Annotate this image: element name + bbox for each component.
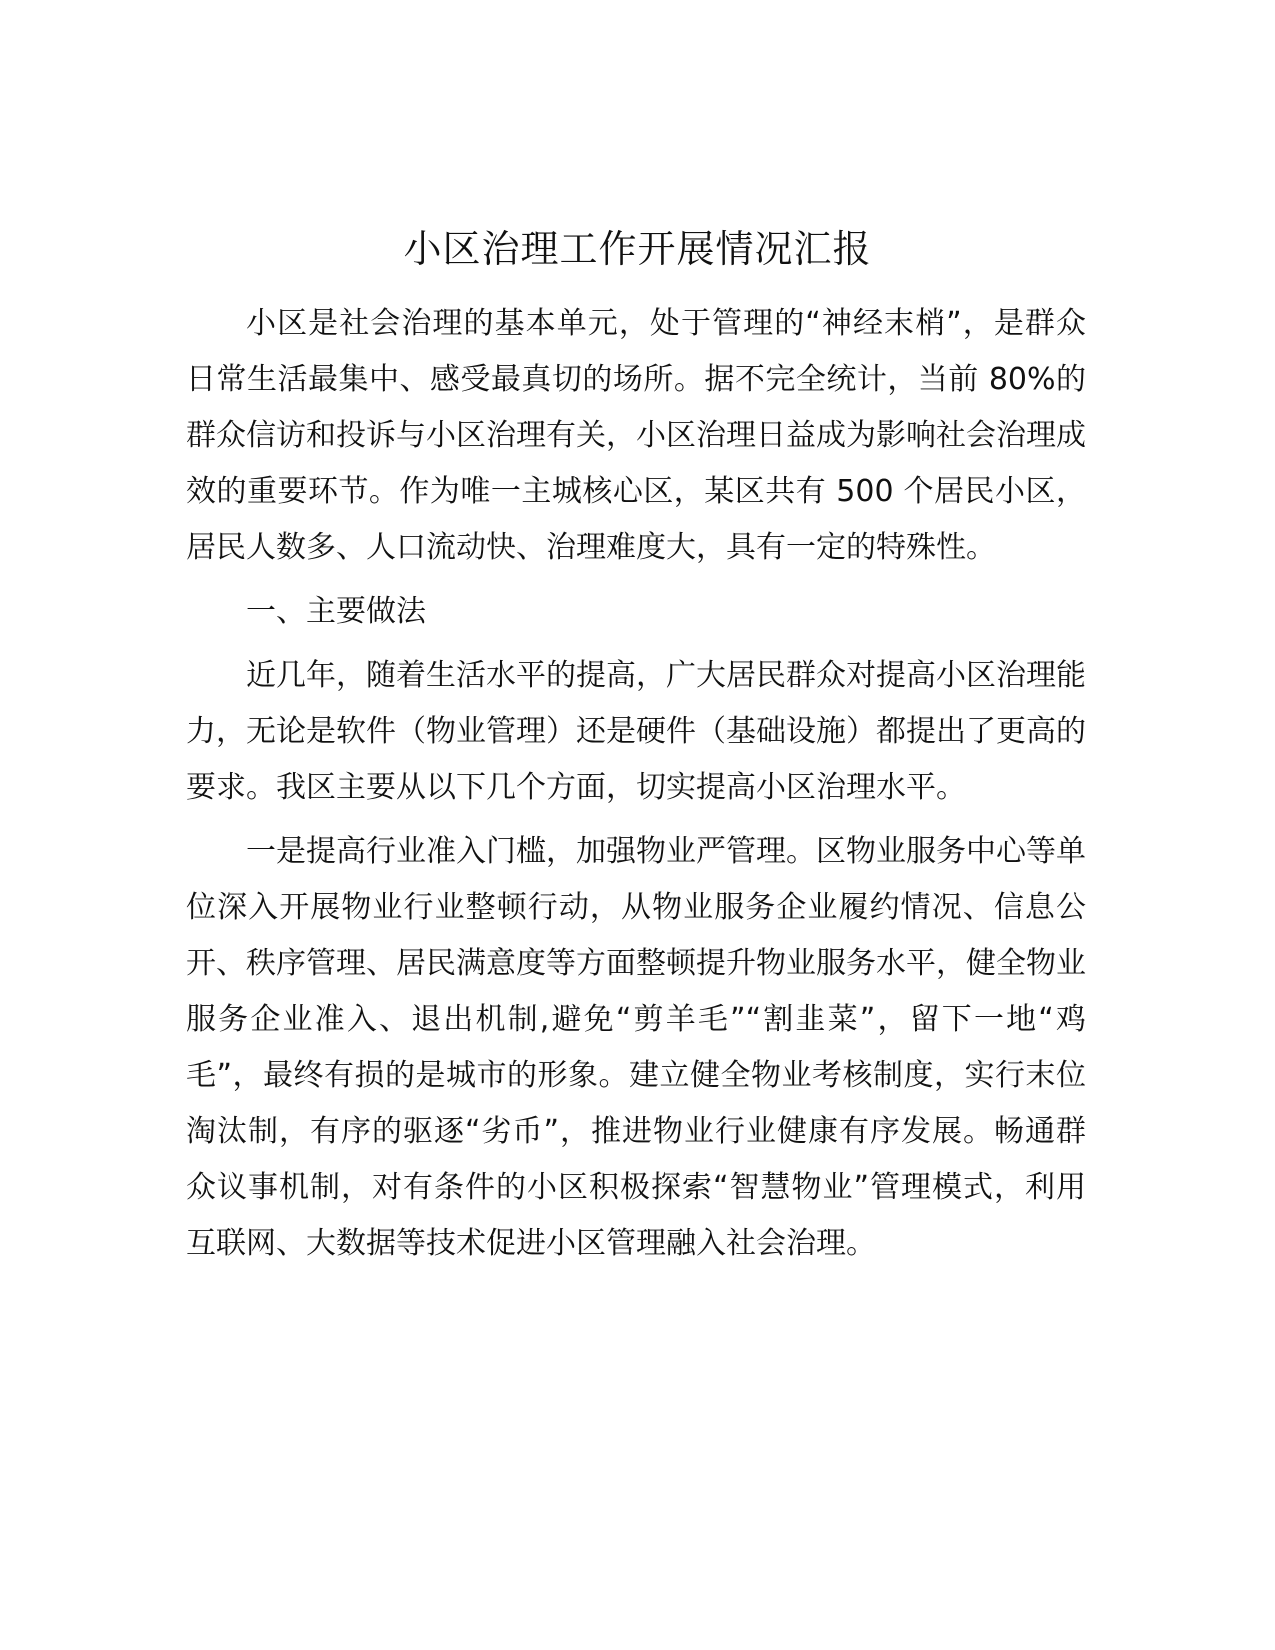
section-paragraph: 近几年，随着生活水平的提高，广大居民群众对提高小区治理能力，无论是软件（物业管理）还是硬件（基础设施）都提出了更高的要求。我区主要从以下几个方面，切实提高小区治理水平。 xyxy=(186,658,1086,805)
intro-paragraph: 小区是社会治理的基本单元，处于管理的“神经末梢”，是群众日常生活最集中、感受最真切的场所。据不完全统计，当前 80%的群众信访和投诉与小区治理有关，小区治理日益成为影响社会治理成效的重要环节。作为唯一主城核心区，某区共有 500 个居民小区，居民人数多、人口流动快、治理难度大，具有一定的特殊性。 xyxy=(186,306,1086,565)
document-body xyxy=(186,296,1086,1280)
document-title: 小区治理工作开展情况汇报 xyxy=(403,227,872,271)
measure-paragraph: 一是提高行业准入门槛，加强物业严管理。区物业服务中心等单位深入开展物业行业整顿行动，从物业服务企业履约情况、信息公开、秩序管理、居民满意度等方面整顿提升物业服务水平，健全物业服务企业准入、退出机制,避免“剪羊毛”“割韭菜”，留下一地“鸡毛”，最终有损的是城市的形象。建立健全物业考核制度，实行末位淘汰制，有序的驱逐“劣币”，推进物业行业健康有序发展。畅通群众议事机制，对有条件的小区积极探索“智慧物业”管理模式，利用互联网、大数据等技术促进小区管理融入社会治理。 xyxy=(186,834,1086,1261)
section-heading: 一、主要做法 xyxy=(246,594,426,629)
